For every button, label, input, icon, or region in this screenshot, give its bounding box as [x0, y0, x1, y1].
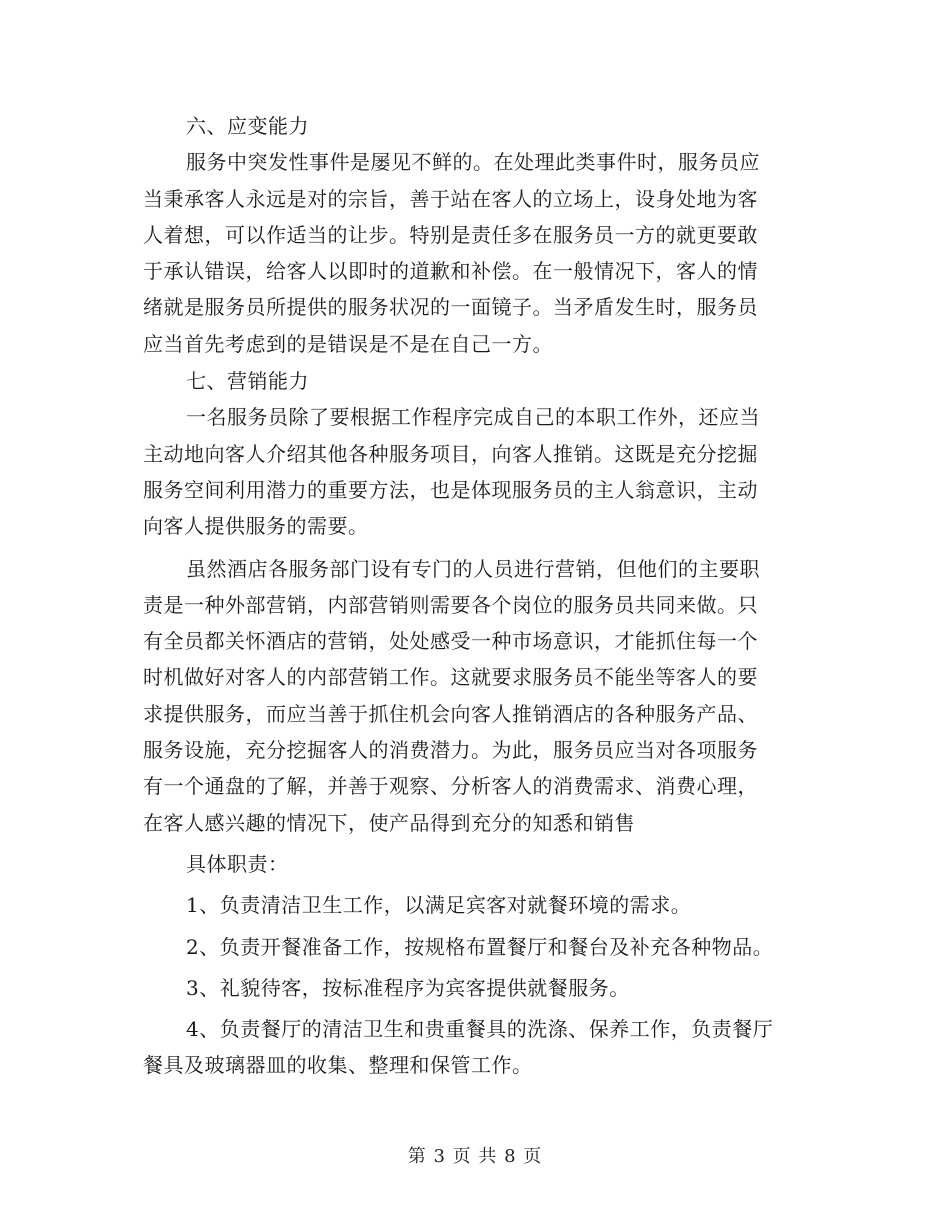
duty-item: 1、负责清洁卫生工作，以满足宾客对就餐环境的需求。 [186, 893, 692, 918]
paragraph-line: 当秉承客人永远是对的宗旨，善于站在客人的立场上，设身处地为客 [143, 186, 758, 211]
paragraph-line: 服务空间利用潜力的重要方法，也是体现服务员的主人翁意识，主动 [143, 477, 758, 502]
paragraph-line: 人着想，可以作适当的让步。特别是责任多在服务员一方的就更要敢 [143, 222, 758, 247]
paragraph-line: 服务中突发性事件是屡见不鲜的。在处理此类事件时，服务员应 [186, 150, 760, 175]
duty-item: 4、负责餐厅的清洁卫生和贵重餐具的洗涤、保养工作，负责餐厅 [186, 1017, 774, 1042]
paragraph-line: 应当首先考虑到的是错误是不是在自己一方。 [143, 331, 553, 356]
section-heading-marketing: 七、营销能力 [186, 369, 309, 394]
duty-item: 3、礼貌待客，按标准程序为宾客提供就餐服务。 [186, 975, 630, 1000]
paragraph-line: 有全员都关怀酒店的营销，处处感受一种市场意识，才能抓住每一个 [143, 629, 758, 654]
paragraph-line: 时机做好对客人的内部营销工作。这就要求服务员不能坐等客人的要 [143, 665, 758, 690]
paragraph-line: 服务设施，充分挖掘客人的消费潜力。为此，服务员应当对各项服务 [143, 738, 758, 763]
duties-heading: 具体职责： [186, 851, 289, 876]
paragraph-line: 有一个通盘的了解，并善于观察、分析客人的消费需求、消费心理， [143, 774, 758, 799]
section-heading-contingency: 六、应变能力 [186, 114, 309, 138]
paragraph-line: 于承认错误，给客人以即时的道歉和补偿。在一般情况下，客人的情 [143, 259, 758, 284]
paragraph-line: 向客人提供服务的需要。 [143, 514, 369, 539]
paragraph-line: 绪就是服务员所提供的服务状况的一面镜子。当矛盾发生时，服务员 [143, 295, 758, 320]
paragraph-line: 一名服务员除了要根据工作程序完成自己的本职工作外，还应当 [186, 405, 760, 430]
paragraph-line: 虽然酒店各服务部门设有专门的人员进行营销，但他们的主要职 [186, 556, 760, 581]
duty-item: 2、负责开餐准备工作，按规格布置餐厅和餐台及补充各种物品。 [186, 934, 774, 959]
paragraph-line: 主动地向客人介绍其他各种服务项目，向客人推销。这既是充分挖掘 [143, 441, 758, 466]
paragraph-line: 责是一种外部营销，内部营销则需要各个岗位的服务员共同来做。只 [143, 592, 758, 617]
page-number-footer: 第 3 页 共 8 页 [407, 1146, 543, 1167]
duty-item-continuation: 餐具及玻璃器皿的收集、整理和保管工作。 [143, 1053, 533, 1078]
paragraph-line: 在客人感兴趣的情况下，使产品得到充分的知悉和销售 [143, 810, 635, 835]
paragraph-line: 求提供服务，而应当善于抓住机会向客人推销酒店的各种服务产品、 [143, 701, 758, 726]
document-body [143, 107, 813, 1084]
